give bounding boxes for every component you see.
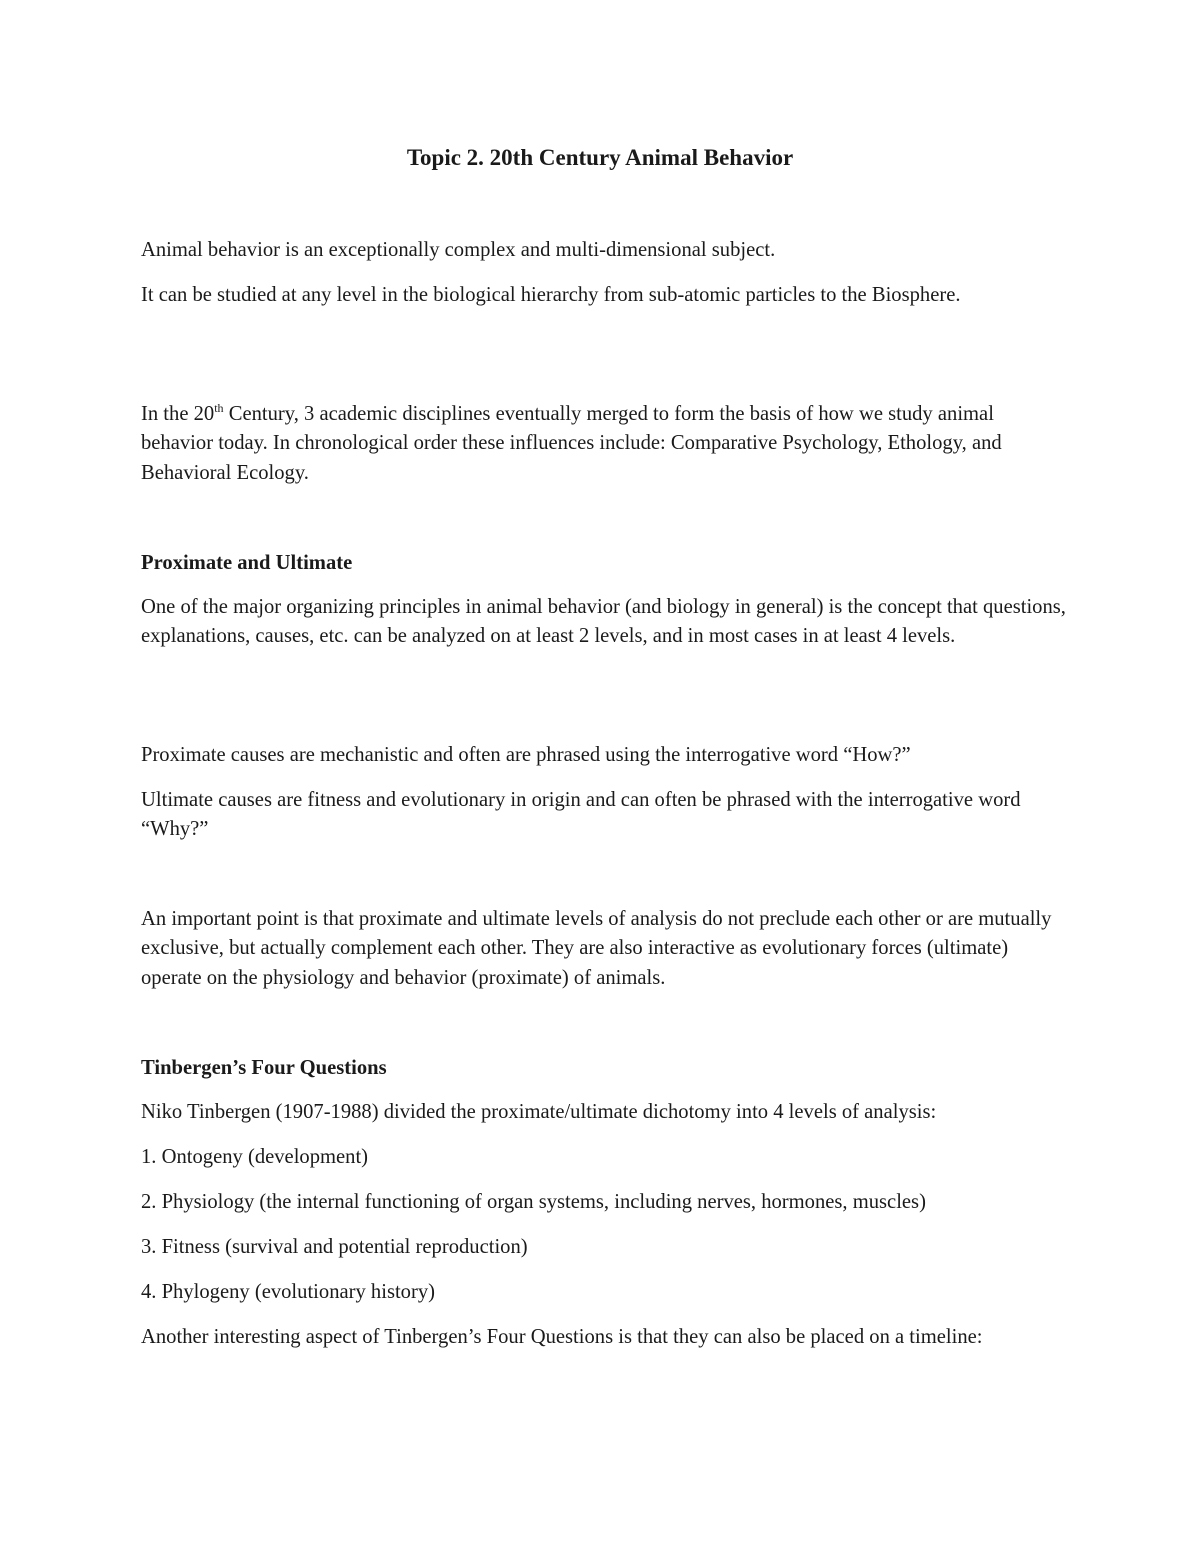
list-item-phylogeny: 4. Phylogeny (evolutionary history): [141, 1281, 435, 1303]
proximate-ultimate-paragraph-1: One of the major organizing principles in animal behavior (and biology in general) is the concept that questions, explanations, causes, etc. can be analyzed on at least 2 levels, and in most cases in at least 4 levels.: [141, 596, 1066, 648]
intro-paragraph-2: It can be studied at any level in the biological hierarchy from sub-atomic particles to the Biosphere.: [141, 284, 961, 306]
section-heading-proximate-ultimate: Proximate and Ultimate: [141, 552, 353, 574]
list-item-physiology: 2. Physiology (the internal functioning of organ systems, including nerves, hormones, muscles): [141, 1191, 926, 1213]
tinbergen-paragraph-1: Niko Tinbergen (1907-1988) divided the proximate/ultimate dichotomy into 4 levels of analysis:: [141, 1101, 937, 1123]
section-heading-tinbergen: Tinbergen’s Four Questions: [141, 1057, 387, 1079]
list-item-ontogeny: 1. Ontogeny (development): [141, 1146, 369, 1168]
document-title: Topic 2. 20th Century Animal Behavior: [406, 145, 794, 170]
tinbergen-paragraph-2: Another interesting aspect of Tinbergen’s Four Questions is that they can also be placed on a timeline:: [141, 1326, 983, 1348]
list-item-fitness: 3. Fitness (survival and potential reproduction): [141, 1236, 528, 1258]
proximate-causes-paragraph: Proximate causes are mechanistic and often are phrased using the interrogative word “How?”: [141, 744, 911, 766]
intro-paragraph-1: Animal behavior is an exceptionally complex and multi-dimensional subject.: [141, 239, 776, 261]
intro-3-start: In the 20: [141, 403, 215, 425]
ultimate-causes-paragraph: Ultimate causes are fitness and evolutionary in origin and can often be phrased with the interrogative word “Why?”: [141, 789, 1021, 841]
proximate-ultimate-paragraph-4: An important point is that proximate and ultimate levels of analysis do not preclude each other or are mutually exclusive, but actually complement each other. They are also interactive as evolutionary forces (ultimate) operate on the physiology and behavior (proximate) of animals.: [141, 908, 1052, 989]
intro-3-superscript: th: [214, 401, 224, 416]
intro-3-rest: Century, 3 academic disciplines eventually merged to form the basis of how we study animal behavior today. In chronological order these influences include: Comparative Psychology, Ethology, and Behavioral Ecology.: [141, 403, 1002, 484]
intro-paragraph-3: [141, 400, 1071, 488]
